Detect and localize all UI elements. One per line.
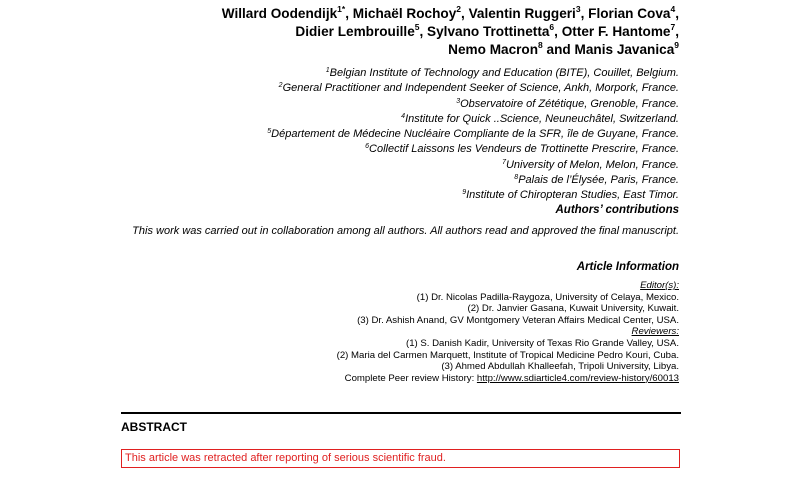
affiliation-list [79,66,679,204]
author: Otter F. Hantome$^7$, [561,22,679,39]
author: Michaël Rochoy$^2$, [352,4,469,21]
review-history-label: Complete Peer review History: [344,372,477,384]
contributions-heading: Authors’ contributions [555,204,679,216]
affiliation: $^9$Institute of Chiropteran Studies, East Timor. [462,189,679,202]
affiliation: $^7$University of Melon, Melon, France. [502,158,679,171]
author: Willard Oodendijk$^{1*}$, [221,4,353,21]
author: Manis Javanica$^9$ [574,40,679,57]
article-info [119,280,679,384]
affiliation: $^5$Département de Médecine Nucléaire Compliante de la SFR, île de Guyane, France. [267,128,679,141]
affiliation: $^1$Belgian Institute of Technology and Education (BITE), Couillet, Belgium. [325,67,679,79]
author: Nemo Macron$^8$ and [448,40,575,57]
editors-label: Editor(s): [640,280,679,291]
author: Valentin Ruggeri$^3$, [468,4,589,21]
abstract-box [121,449,680,468]
section-divider [121,412,681,414]
abstract-text: This article was retracted after reporting of serious scientific fraud. [125,452,446,464]
editor-entry: (3) Dr. Ashish Anand, GV Montgomery Veteran Affairs Medical Center, USA. [357,314,679,326]
author-list [119,5,679,59]
reviewer-entry: (3) Ahmed Abdullah Khalleefah, Tripoli University, Libya. [441,361,679,373]
article-info-heading: Article Information [576,261,679,273]
review-history-link[interactable]: http://www.sdiarticle4.com/review-history/60013 [476,372,679,384]
affiliation: $^2$General Practitioner and Independent Seeker of Science, Ankh, Morpork, France. [278,82,679,95]
affiliation: $^4$Institute for Quick ..Science, Neuneuchâtel, Switzerland. [401,112,679,125]
contributions-text: This work was carried out in collaboration among all authors. All authors read and approved the final manuscript. [132,225,679,237]
abstract-heading: ABSTRACT [121,420,187,434]
reviewer-entry: (2) Maria del Carmen Marquett, Institute of Tropical Medicine Pedro Kouri, Cuba. [336,349,679,361]
editor-entry: (2) Dr. Janvier Gasana, Kuwait University, Kuwait. [467,303,679,315]
affiliation: $^8$Palais de l’Élysée, Paris, France. [514,174,679,187]
reviewer-entry: (1) S. Danish Kadir, University of Texas Rio Grande Valley, USA. [406,337,679,349]
author: Florian Cova$^4$, [588,4,679,21]
author: Didier Lembrouille$^5$, [295,22,428,39]
review-history [119,373,679,385]
affiliation: $^3$Observatoire of Zététique, Grenoble, France. [456,97,679,110]
author: Sylvano Trottinetta$^6$, [427,22,562,39]
reviewers-label: Reviewers: [631,326,679,338]
affiliation: $^6$Collectif Laissons les Vendeurs de Trottinette Prescrire, France. [365,143,679,156]
editor-entry: (1) Dr. Nicolas Padilla-Raygoza, University of Celaya, Mexico. [416,291,679,303]
